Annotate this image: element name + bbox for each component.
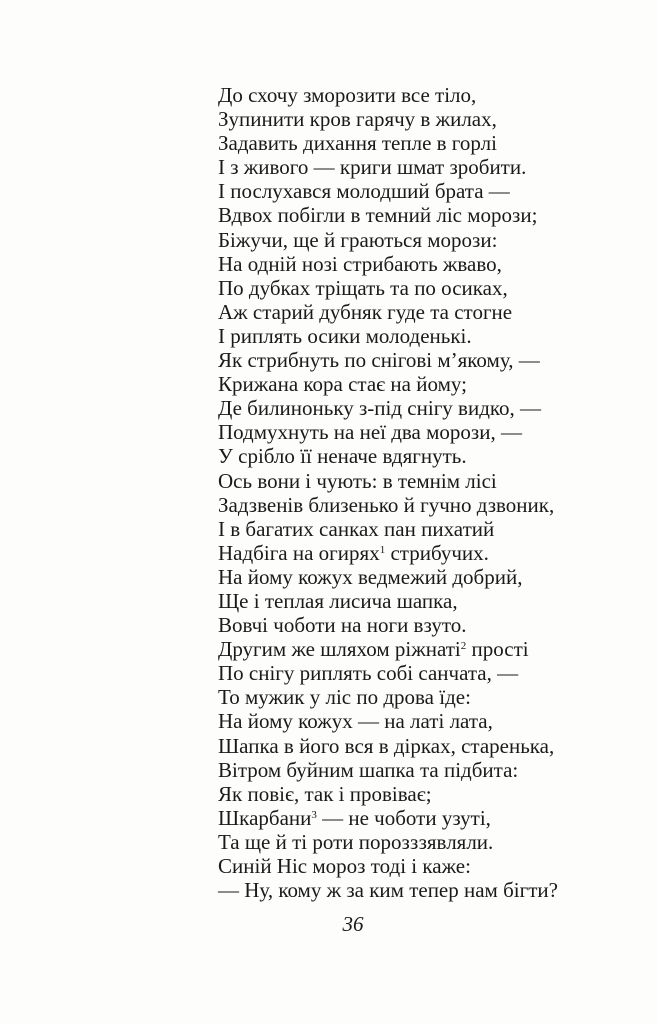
- poem-line-text: По дубках тріщать та по осиках,: [218, 275, 508, 300]
- poem-line: [218, 493, 558, 517]
- poem-line: [218, 734, 558, 758]
- poem-line: [218, 806, 558, 830]
- poem-line: [218, 252, 558, 276]
- poem-line: [218, 878, 558, 902]
- poem-line: [218, 324, 558, 348]
- poem-line-text: Задзвенів близенько й гучно дзвоник,: [218, 492, 555, 517]
- footnote-marker: 1: [379, 543, 386, 556]
- poem-line-text: Вітром буйним шапка та підбита:: [218, 757, 519, 782]
- poem-line: [218, 637, 558, 661]
- poem-line: [218, 589, 558, 613]
- poem-line-text: Шкарбани: [218, 805, 312, 830]
- poem-line-text: Ось вони і чують: в темнім лісі: [218, 468, 497, 493]
- poem-line-text: Біжучи, ще й граються морози:: [218, 227, 498, 252]
- poem-line-text: І в багатих санках пан пихатий: [218, 516, 495, 541]
- poem-line: [218, 469, 558, 493]
- poem-line: [218, 830, 558, 854]
- poem-line: [218, 541, 558, 565]
- poem-line-text: І з живого — криги шмат зробити.: [218, 155, 527, 180]
- poem-line-text: Крижана кора стає на йому;: [218, 372, 467, 397]
- poem-line-text: Вдвох побігли в темний ліс морози;: [218, 203, 538, 228]
- poem-line: [218, 782, 558, 806]
- poem-line: [218, 758, 558, 782]
- footnote-marker: 2: [460, 640, 467, 653]
- poem-line-text: І послухався молодший брата —: [218, 179, 510, 204]
- poem-line: [218, 661, 558, 685]
- page-number: 36: [342, 912, 364, 936]
- poem-line-text: Шапка в його вся в дірках, старенька,: [218, 733, 555, 758]
- poem-line: [218, 107, 558, 131]
- poem-line-text: Аж старий дубняк гуде та стогне: [218, 299, 513, 324]
- poem-line: [218, 420, 558, 444]
- poem-line-text: То мужик у ліс по дрова їде:: [218, 685, 471, 710]
- poem-text: [218, 83, 558, 902]
- poem-line-text: На йому кожух ведмежий добрий,: [218, 564, 523, 589]
- poem-line-text: — Ну, кому ж за ким тепер нам бігти?: [218, 878, 558, 903]
- poem-line-text: Де билиноньку з-під снігу видко, —: [218, 396, 542, 421]
- poem-line: [218, 396, 558, 420]
- poem-line-text: Синій Ніс мороз тоді і каже:: [218, 854, 471, 878]
- poem-line-text: Подмухнуть на неї два морози, —: [218, 420, 522, 445]
- poem-line: [218, 854, 558, 878]
- poem-line: [218, 444, 558, 468]
- poem-line: [218, 565, 558, 589]
- poem-line: [218, 83, 558, 107]
- poem-line-text: І риплять осики молоденькі.: [218, 323, 472, 348]
- poem-line-text: Та ще й ті роти порозззявляли.: [218, 829, 494, 854]
- poem-line-text: Ще і теплая лисича шапка,: [218, 588, 458, 613]
- poem-line-text: У срібло її неначе вдягнуть.: [218, 444, 467, 469]
- poem-line-text-after: прості: [466, 637, 529, 662]
- poem-line-text-after: стрибучих.: [385, 540, 489, 565]
- poem-line-text: Як стрибнуть по снігові м’якому, —: [218, 348, 540, 373]
- poem-line: [218, 276, 558, 300]
- poem-line: [218, 155, 558, 179]
- poem-line-text: На одній нозі стрибають жваво,: [218, 251, 502, 276]
- poem-line: [218, 300, 558, 324]
- poem-line: [218, 203, 558, 227]
- poem-line-text: Надбіга на огирях: [218, 540, 380, 565]
- poem-line-text: На йому кожух — на латі лата,: [218, 709, 493, 734]
- poem-line: [218, 131, 558, 155]
- footnote-marker: 3: [311, 808, 317, 821]
- poem-line: [218, 709, 558, 733]
- poem-line-text: Задавить дихання тепле в горлі: [218, 131, 497, 156]
- poem-line: [218, 228, 558, 252]
- poem-line: [218, 685, 558, 709]
- poem-line-text: По снігу риплять собі санчата, —: [218, 661, 519, 686]
- poem-line: [218, 613, 558, 637]
- poem-line-text: Вовчі чоботи на ноги взуто.: [218, 613, 467, 638]
- poem-line-text-after: — не чоботи узуті,: [316, 805, 491, 830]
- poem-line-text: Другим же шляхом ріжнаті: [218, 637, 461, 662]
- poem-line: [218, 372, 558, 396]
- poem-line-text: Як повіє, так і провіває;: [218, 781, 432, 806]
- poem-line: [218, 348, 558, 372]
- poem-line-text: До схочу зморозити все тіло,: [218, 83, 477, 107]
- poem-line: [218, 517, 558, 541]
- poem-line-text: Зупинити кров гарячу в жилах,: [218, 107, 497, 132]
- poem-line: [218, 179, 558, 203]
